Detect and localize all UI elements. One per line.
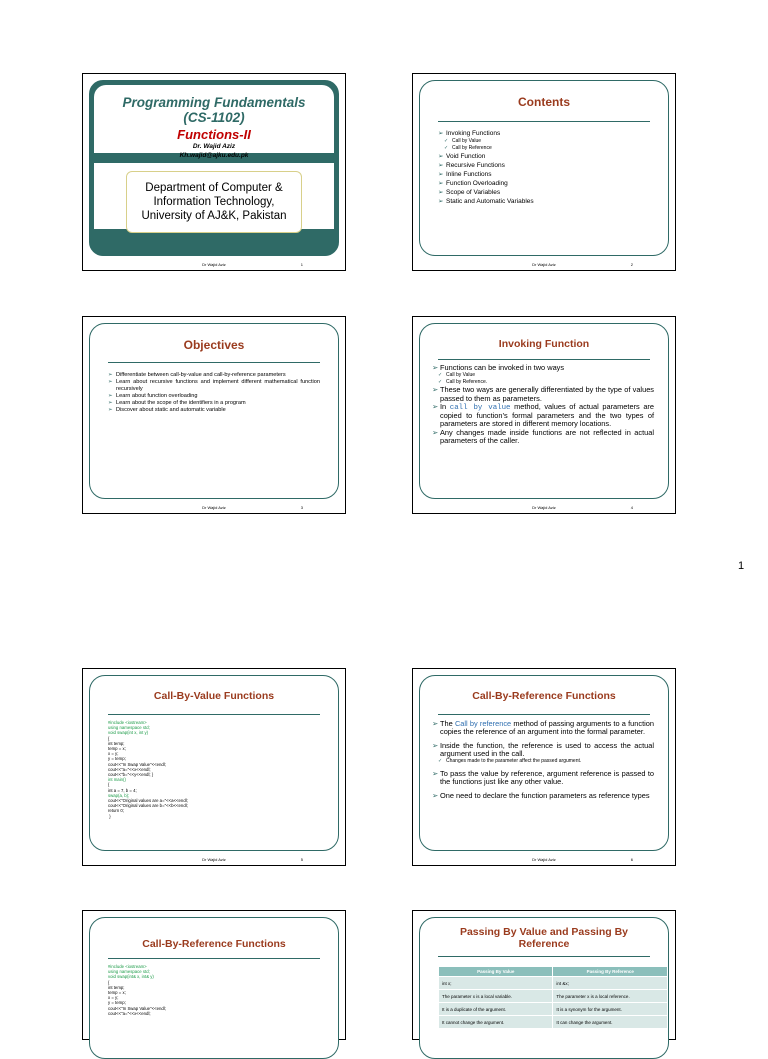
list-item: ➢ Learn about the scope of the identifiers in a program (108, 400, 320, 407)
title-rule (108, 714, 320, 715)
title-rule (438, 714, 650, 715)
course-code: (CS-1102) (183, 110, 245, 125)
list-item: ➢ Function Overloading (438, 179, 534, 188)
slide-6 (412, 668, 676, 866)
title-rule (438, 121, 650, 122)
list-item: ➢ Any changes made inside functions are not reflected in actual parameters of the caller. (432, 429, 654, 446)
slide-3 (82, 316, 346, 514)
list-item: ➢ Differentiate between call-by-value and call-by-reference parameters (108, 372, 320, 379)
slide-8 (412, 910, 676, 1040)
list-item: ➢ Invoking Functions (438, 129, 534, 138)
slide-number: 3 (300, 505, 303, 510)
table-cell: int x; (439, 977, 553, 990)
list-subitem: ✓ Call by Value (438, 138, 534, 145)
table-row (439, 1016, 668, 1029)
column-header: Passing By Reference (553, 967, 668, 977)
list-item: ➢ To pass the value by reference, argument reference is passed to the functions just like any other value. (432, 770, 654, 787)
table-row (439, 977, 668, 990)
table-cell: int &x; (553, 977, 668, 990)
contents-list (438, 129, 534, 206)
table-row (439, 990, 668, 1003)
slide-frame (89, 323, 339, 499)
slide-title: Passing By Value and Passing By Reference (459, 926, 629, 950)
table-cell: The parameter x is a local variable. (439, 990, 553, 1003)
slide-title: Call-By-Value Functions (153, 690, 275, 702)
lecture-title: Functions-II (177, 127, 251, 142)
slide-title: Contents (518, 95, 570, 109)
slide-number: 1 (300, 262, 303, 267)
list-subitem: ✓ Call by Value (432, 372, 654, 379)
list-item: ➢ Learn about recursive functions and implement different mathematical function recursively (108, 379, 320, 393)
slide-number: 2 (630, 262, 633, 267)
slide-frame (89, 675, 339, 851)
comparison-table (438, 966, 668, 1029)
list-item: ➢ Recursive Functions (438, 161, 534, 170)
objectives-list (108, 372, 320, 414)
keyword-highlight: Call by reference (454, 719, 512, 728)
slide-footer-author: Dr Wajid Aziz (202, 857, 226, 862)
table-cell: It is a synonym for the argument. (553, 1003, 668, 1016)
slide-frame (419, 323, 669, 499)
list-subitem: ✓ Call by Reference. (432, 379, 654, 386)
list-subitem: ✓ Changes made to the parameter affect the passed argument. (432, 758, 654, 765)
slide-title: Call-By-Reference Functions (142, 938, 286, 950)
author-email: Kh.wajid@ajku.edu.pk (179, 152, 249, 159)
list-item: ➢ Scope of Variables (438, 188, 534, 197)
code-block: #include <iostream> using namespace std; void swap(int x, int y) { int temp; temp = x; x = y; y = temp; cout<<"In Swap Value"<<endl; cout<<"a="<<x<<endl; cout<<"b="<<y<<endl; } int main() { int a = 7, b = 4; swap(a, b); cout<<"Original values are a="<<a<<endl; cout<<"Original values are b="<<b<<endl; return 0; } (108, 720, 188, 819)
table-cell: It can change the argument. (553, 1016, 668, 1029)
author-name: Dr. Wajid Aziz (192, 143, 236, 150)
list-item: ➢ The Call by reference method of passing arguments to a function copies the reference of an argument into the formal parameter. (432, 720, 654, 737)
slide-7 (82, 910, 346, 1040)
list-item: ➢ Inside the function, the reference is used to access the actual argument used in the call. (432, 742, 654, 759)
slide-footer-author: Dr Wajid Aziz (532, 262, 556, 267)
slide-4 (412, 316, 676, 514)
table-cell: It cannot change the argument. (439, 1016, 553, 1029)
list-item: ➢ Void Function (438, 152, 534, 161)
slide-frame (89, 917, 339, 1059)
keyword-highlight: call by value (449, 403, 511, 412)
dept-box (126, 171, 302, 233)
list-item: ➢ Discover about static and automatic variable (108, 407, 320, 414)
list-item: ➢ Inline Functions (438, 170, 534, 179)
slide-2 (412, 73, 676, 271)
slide-footer-author: Dr Wajid Aziz (532, 857, 556, 862)
list-subitem: ✓ Call by Reference (438, 145, 534, 152)
table-cell: The parameter x is a local reference. (553, 990, 668, 1003)
course-title: Programming Fundamentals (122, 95, 306, 110)
title-slide-frame (89, 80, 339, 256)
bullet-list (432, 720, 654, 800)
column-header: Passing By Value (439, 967, 553, 977)
slide-title: Objectives (183, 338, 245, 352)
page-number: 1 (738, 560, 745, 572)
slide-footer-author: Dr Wajid Aziz (202, 262, 226, 267)
list-item: ➢ In call by value method, values of actual parameters are copied to function’s formal parameters and the two types of parameters are stored in different memory locations. (432, 403, 654, 429)
slide-1 (82, 73, 346, 271)
list-item: ➢ One need to declare the function parameters as reference types (432, 792, 654, 800)
list-item: ➢ Static and Automatic Variables (438, 197, 534, 206)
list-item: ➢ Learn about function overloading (108, 393, 320, 400)
bullet-list (432, 364, 654, 445)
code-block: #include <iostream> using namespace std; void swap(int& x, int& y) { int temp; temp = x; x = y; y = temp; cout<<"In Swap Value"<<endl; cout<<"a="<<x<<endl; (108, 964, 166, 1016)
slide-footer-author: Dr Wajid Aziz (532, 505, 556, 510)
slide-footer-author: Dr Wajid Aziz (202, 505, 226, 510)
slide-title: Call-By-Reference Functions (472, 690, 616, 702)
table-row (439, 1003, 668, 1016)
table-cell: It is a duplicate of the argument. (439, 1003, 553, 1016)
list-item: ➢ Functions can be invoked in two ways (432, 364, 654, 372)
list-item: ➢ These two ways are generally differentiated by the type of values passed to them as parameters. (432, 386, 654, 403)
department-text: Department of Computer & Information Technology, University of AJ&K, Pakistan (141, 182, 287, 222)
slide-number: 4 (630, 505, 633, 510)
slide-title: Invoking Function (498, 338, 590, 350)
slide-number: 6 (630, 857, 633, 862)
title-rule (438, 956, 650, 957)
slide-number: 5 (300, 857, 303, 862)
title-rule (438, 359, 650, 360)
title-rule (108, 362, 320, 363)
slide-frame (419, 675, 669, 851)
title-rule (108, 958, 320, 959)
slide-5 (82, 668, 346, 866)
slide-frame (419, 80, 669, 256)
slide-frame (419, 917, 669, 1059)
